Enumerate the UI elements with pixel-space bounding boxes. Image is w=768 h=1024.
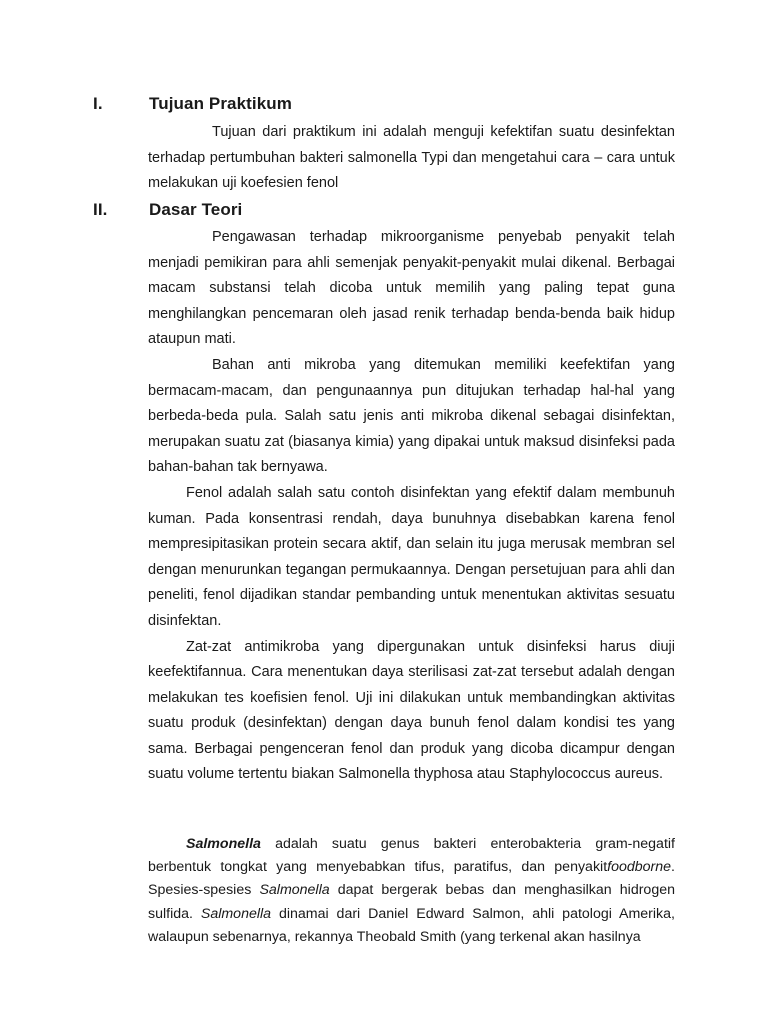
salmonella-term: Salmonella bbox=[200, 905, 272, 922]
text-run: . Spesies-spesies bbox=[148, 859, 675, 899]
salmonella-term: Salmonella bbox=[259, 882, 330, 899]
section-body-tujuan bbox=[148, 120, 675, 197]
section-title: Tujuan Praktikum bbox=[149, 94, 292, 113]
paragraph: Tujuan dari praktikum ini adalah menguji kefektifan suatu desinfektan terhadap pertumbuhan bakteri salmonella Typi dan mengetahui cara – cara untuk melakukan uji koefesien fenol bbox=[148, 124, 675, 192]
paragraph: Bahan anti mikroba yang ditemukan memiliki keefektifan yang bermacam-macam, dan pengunaannya pun ditujukan terhadap hal-hal yang berbeda-beda pula. Salah satu jenis anti mikroba dikenal sebagai disinfektan, merupakan suatu zat (biasanya kimia) yang dipakai untuk maksud disinfeksi pada bahan-bahan tak bernyawa. bbox=[148, 356, 675, 476]
section-number: I. bbox=[93, 94, 103, 113]
section-title: Dasar Teori bbox=[149, 200, 243, 219]
text-run: dapat bergerak bebas dan menghasilkan hidrogen sulfida. bbox=[148, 882, 675, 922]
section-body-dasar-teori bbox=[148, 225, 675, 788]
salmonella-paragraph bbox=[148, 833, 675, 949]
paragraph: Zat-zat antimikroba yang dipergunakan untuk disinfeksi harus diuji keefektifannua. Cara menentukan daya sterilisasi zat-zat tersebut adalah dengan melakukan tes koefisien fenol. Uji ini dilakukan untuk membandingkan aktivitas suatu produk (desinfektan) dengan daya bunuh fenol dalam kondisi tes yang sama. Berbagai pengenceran fenol dan produk yang dicoba dicampur dengan suatu volume tertentu biakan Salmonella thyphosa atau Staphylococcus aureus. bbox=[148, 638, 675, 783]
text-run: dinamai dari Daniel Edward Salmon, ahli patologi Amerika, walaupun sebenarnya, rekannya Theobald Smith (yang terkenal akan hasilnya bbox=[148, 905, 675, 945]
paragraph: Pengawasan terhadap mikroorganisme penyebab penyakit telah menjadi pemikiran para ahli semenjak penyakit-penyakit mulai dikenal. Berbagai macam substansi telah dicoba untuk memilih yang paling tepat guna menghilangkan pencemaran oleh jasad renik terhadap benda-benda baik hidup ataupun mati. bbox=[148, 229, 675, 348]
section-number: II. bbox=[93, 200, 108, 219]
foodborne-term: foodborne bbox=[607, 859, 672, 876]
paragraph bbox=[148, 833, 675, 949]
section-heading-dasar-teori bbox=[93, 200, 242, 220]
salmonella-term: Salmonella bbox=[186, 836, 261, 852]
paragraph: Fenol adalah salah satu contoh disinfektan yang efektif dalam membunuh kuman. Pada konsentrasi rendah, daya bunuhnya disebabkan karena fenol mempresipitasikan protein secara aktif, dan selain itu juga merusak membran sel dengan menurunkan tegangan permukaannya. Dengan persetujuan para ahli dan peneliti, fenol dijadikan standar pembanding untuk menentukan aktivitas sesuatu disinfektan. bbox=[148, 484, 675, 629]
text-run: adalah suatu genus bakteri enterobakteria gram-negatif berbentuk tongkat yang menyebabkan tifus, paratifus, dan penyakit bbox=[148, 836, 675, 876]
section-heading-tujuan bbox=[93, 94, 292, 114]
